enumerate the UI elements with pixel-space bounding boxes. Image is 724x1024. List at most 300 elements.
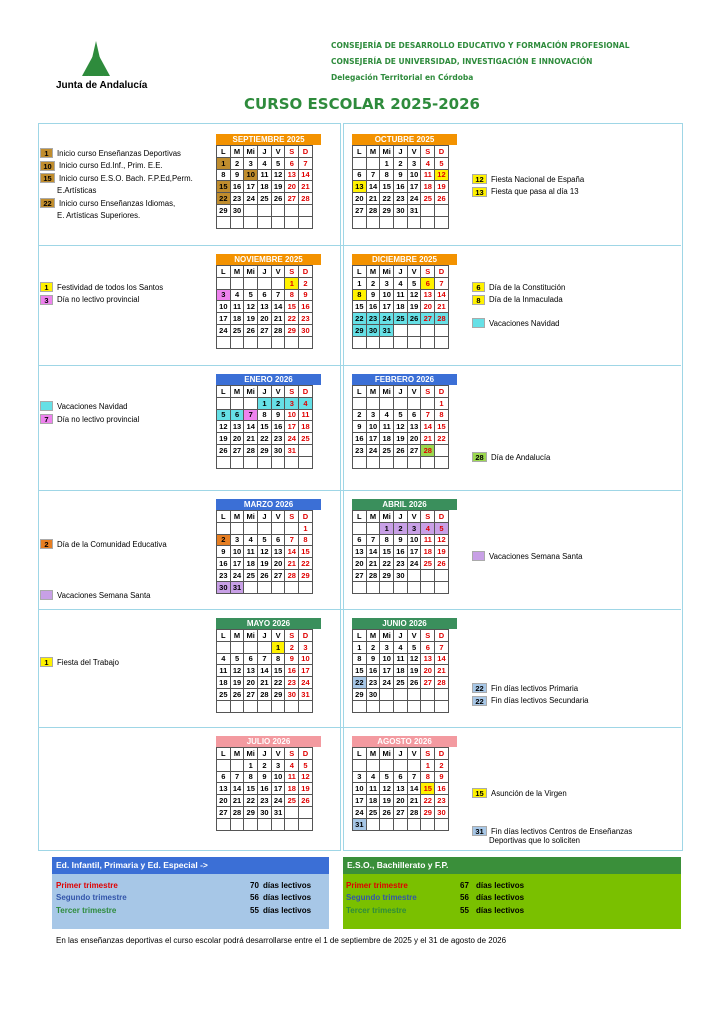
day-cell: 26 — [435, 193, 449, 205]
empty-cell — [230, 641, 244, 653]
empty-cell — [421, 688, 435, 700]
day-cell: 2 — [258, 759, 272, 771]
day-cell: 2 — [366, 641, 380, 653]
day-cell: 13 — [271, 546, 285, 558]
day-cell: 5 — [299, 759, 313, 771]
legend-text: Inicio curso Ed.Inf., Prim. E.E. — [59, 161, 163, 171]
day-cell: 15 — [271, 665, 285, 677]
empty-cell — [421, 336, 435, 348]
day-cell: 14 — [258, 665, 272, 677]
empty-cell — [271, 581, 285, 593]
day-cell: 13 — [244, 665, 258, 677]
day-cell: 15 — [217, 181, 231, 193]
weekday-header: S — [285, 511, 299, 523]
empty-cell — [435, 581, 449, 593]
weekday-header: J — [258, 511, 272, 523]
day-cell: 15 — [285, 301, 299, 313]
day-cell: 23 — [394, 558, 408, 570]
day-cell: 8 — [258, 409, 272, 421]
trimester-label: Tercer trimestre — [56, 905, 117, 915]
legend-item — [40, 282, 163, 292]
day-cell: 18 — [366, 795, 380, 807]
empty-cell — [380, 818, 394, 830]
row-divider — [38, 609, 681, 610]
empty-cell — [407, 700, 421, 712]
weekday-header: L — [353, 386, 367, 398]
calendar-month — [216, 618, 321, 713]
day-cell: 13 — [258, 301, 272, 313]
day-cell: 31 — [380, 324, 394, 336]
day-cell: 8 — [217, 169, 231, 181]
day-cell: 16 — [285, 665, 299, 677]
day-cell: 17 — [407, 546, 421, 558]
day-cell: 3 — [353, 771, 367, 783]
day-cell: 4 — [244, 534, 258, 546]
weekday-header: D — [435, 386, 449, 398]
day-cell: 8 — [271, 653, 285, 665]
day-cell: 1 — [299, 522, 313, 534]
weekday-header: S — [421, 146, 435, 158]
day-cell: 18 — [285, 783, 299, 795]
day-cell: 15 — [421, 783, 435, 795]
weekday-header: S — [285, 146, 299, 158]
trimester-label: Primer trimestre — [56, 881, 118, 890]
empty-cell — [366, 700, 380, 712]
weekday-header: J — [394, 386, 408, 398]
day-cell: 3 — [230, 534, 244, 546]
day-cell: 6 — [230, 409, 244, 421]
weekday-header: D — [435, 266, 449, 278]
trimester-days: 70 — [250, 881, 259, 890]
weekday-header: J — [394, 511, 408, 523]
day-cell: 7 — [271, 289, 285, 301]
day-cell: 23 — [217, 569, 231, 581]
calendar-month — [216, 254, 321, 349]
legend-text: Asunción de la Virgen — [491, 788, 567, 798]
day-cell: 5 — [407, 277, 421, 289]
day-cell: 21 — [271, 313, 285, 325]
day-cell: 4 — [421, 157, 435, 169]
empty-cell — [285, 818, 299, 830]
weekday-header: D — [299, 146, 313, 158]
day-cell: 17 — [353, 795, 367, 807]
day-cell: 6 — [271, 534, 285, 546]
row-divider — [38, 490, 681, 491]
empty-cell — [435, 324, 449, 336]
day-cell: 10 — [407, 169, 421, 181]
day-cell: 9 — [366, 653, 380, 665]
weekday-header: V — [407, 630, 421, 642]
weekday-header: D — [299, 748, 313, 760]
month-title: JULIO 2026 — [216, 736, 321, 747]
day-cell: 15 — [244, 783, 258, 795]
day-cell: 26 — [435, 558, 449, 570]
day-cell: 12 — [244, 301, 258, 313]
empty-cell — [217, 759, 231, 771]
day-cell: 6 — [394, 771, 408, 783]
legend-swatch: 1 — [40, 148, 53, 158]
empty-cell — [353, 581, 367, 593]
empty-cell — [258, 277, 272, 289]
legend-text: Día de Andalucía — [491, 452, 551, 462]
empty-cell — [435, 336, 449, 348]
day-cell: 29 — [353, 688, 367, 700]
day-cell: 13 — [217, 783, 231, 795]
empty-cell — [353, 397, 367, 409]
day-cell: 10 — [380, 653, 394, 665]
day-cell: 10 — [380, 289, 394, 301]
day-cell: 24 — [353, 806, 367, 818]
empty-cell — [285, 806, 299, 818]
day-cell: 3 — [244, 157, 258, 169]
legend-text: Fin días lectivos Centros de Enseñanzas — [491, 826, 633, 836]
legend-swatch: 2 — [40, 539, 53, 549]
day-cell: 7 — [421, 409, 435, 421]
empty-cell — [285, 522, 299, 534]
day-cell: 4 — [299, 397, 313, 409]
empty-cell — [217, 522, 231, 534]
weekday-header: L — [353, 146, 367, 158]
day-cell: 28 — [366, 569, 380, 581]
row-divider — [38, 727, 681, 728]
month-title: NOVIEMBRE 2025 — [216, 254, 321, 265]
day-cell: 2 — [394, 157, 408, 169]
empty-cell — [394, 397, 408, 409]
legend-swatch — [472, 318, 485, 328]
calendar-month — [216, 374, 321, 469]
empty-cell — [299, 581, 313, 593]
day-cell: 22 — [421, 795, 435, 807]
empty-cell — [258, 522, 272, 534]
weekday-header: Mi — [244, 146, 258, 158]
empty-cell — [394, 324, 408, 336]
empty-cell — [244, 397, 258, 409]
day-cell: 11 — [244, 546, 258, 558]
day-cell: 5 — [394, 409, 408, 421]
day-cell: 9 — [435, 771, 449, 783]
day-cell: 29 — [258, 444, 272, 456]
day-cell: 14 — [366, 546, 380, 558]
empty-cell — [299, 700, 313, 712]
day-cell: 19 — [435, 181, 449, 193]
day-cell: 16 — [258, 783, 272, 795]
empty-cell — [285, 700, 299, 712]
empty-cell — [421, 397, 435, 409]
empty-cell — [271, 216, 285, 228]
empty-cell — [217, 818, 231, 830]
day-cell: 17 — [299, 665, 313, 677]
day-cell: 22 — [244, 795, 258, 807]
day-cell: 28 — [407, 806, 421, 818]
day-cell: 7 — [299, 157, 313, 169]
weekday-header: M — [366, 386, 380, 398]
weekday-header: D — [299, 386, 313, 398]
day-cell: 29 — [380, 204, 394, 216]
day-cell: 6 — [258, 289, 272, 301]
day-cell: 24 — [244, 193, 258, 205]
trimester-label: Tercer trimestre — [346, 905, 407, 915]
legend-item — [472, 187, 579, 197]
day-cell: 10 — [285, 409, 299, 421]
row-divider — [38, 245, 681, 246]
empty-cell — [285, 216, 299, 228]
day-cell: 5 — [435, 157, 449, 169]
day-cell: 26 — [407, 313, 421, 325]
day-cell: 22 — [353, 677, 367, 689]
summary-secondary-title: E.S.O., Bachillerato y F.P. — [343, 857, 681, 874]
day-cell: 28 — [435, 313, 449, 325]
empty-cell — [285, 204, 299, 216]
day-cell: 26 — [217, 444, 231, 456]
day-cell: 4 — [394, 277, 408, 289]
month-title: JUNIO 2026 — [352, 618, 457, 629]
day-cell: 1 — [353, 641, 367, 653]
day-cell: 9 — [285, 653, 299, 665]
day-cell: 28 — [299, 193, 313, 205]
day-cell: 22 — [435, 433, 449, 445]
day-cell: 27 — [421, 677, 435, 689]
weekday-header: D — [299, 511, 313, 523]
day-cell: 19 — [299, 783, 313, 795]
legend-text: E. Artísticas Superiores. — [57, 211, 141, 220]
day-cell: 28 — [285, 569, 299, 581]
empty-cell — [299, 806, 313, 818]
day-cell: 20 — [353, 193, 367, 205]
day-cell: 25 — [258, 193, 272, 205]
day-cell: 3 — [217, 289, 231, 301]
day-cell: 24 — [366, 444, 380, 456]
day-cell: 27 — [217, 806, 231, 818]
legend-item — [40, 161, 163, 171]
empty-cell — [394, 759, 408, 771]
day-cell: 27 — [244, 688, 258, 700]
day-cell: 6 — [353, 169, 367, 181]
weekday-header: M — [230, 386, 244, 398]
day-cell: 8 — [285, 289, 299, 301]
weekday-header: V — [271, 386, 285, 398]
day-cell: 31 — [285, 444, 299, 456]
empty-cell — [421, 700, 435, 712]
empty-cell — [380, 759, 394, 771]
day-cell: 11 — [394, 653, 408, 665]
day-cell: 28 — [230, 806, 244, 818]
weekday-header: D — [299, 266, 313, 278]
day-cell: 6 — [285, 157, 299, 169]
empty-cell — [230, 818, 244, 830]
legend-swatch: 22 — [472, 683, 487, 693]
day-cell: 21 — [366, 558, 380, 570]
day-cell: 28 — [421, 444, 435, 456]
day-cell: 15 — [299, 546, 313, 558]
day-cell: 4 — [366, 771, 380, 783]
weekday-header: D — [299, 630, 313, 642]
empty-cell — [244, 216, 258, 228]
legend-swatch: 13 — [472, 187, 487, 197]
day-cell: 29 — [353, 324, 367, 336]
day-cell: 16 — [230, 181, 244, 193]
day-cell: 2 — [217, 534, 231, 546]
month-title: FEBRERO 2026 — [352, 374, 457, 385]
day-cell: 25 — [394, 677, 408, 689]
day-cell: 21 — [435, 665, 449, 677]
empty-cell — [353, 456, 367, 468]
day-cell: 5 — [258, 534, 272, 546]
day-cell: 26 — [299, 795, 313, 807]
month-title: ENERO 2026 — [216, 374, 321, 385]
day-cell: 20 — [244, 677, 258, 689]
empty-cell — [407, 569, 421, 581]
empty-cell — [258, 336, 272, 348]
weekday-header: L — [353, 266, 367, 278]
day-cell: 4 — [285, 759, 299, 771]
day-cell: 3 — [271, 759, 285, 771]
day-cell: 17 — [285, 421, 299, 433]
day-cell: 29 — [421, 806, 435, 818]
legend-item — [40, 295, 139, 305]
day-cell: 6 — [407, 409, 421, 421]
weekday-header: S — [421, 630, 435, 642]
empty-cell — [244, 641, 258, 653]
day-cell: 5 — [271, 157, 285, 169]
empty-cell — [407, 336, 421, 348]
legend-item — [472, 696, 589, 706]
empty-cell — [244, 456, 258, 468]
weekday-header: L — [217, 748, 231, 760]
day-cell: 27 — [394, 806, 408, 818]
weekday-header: D — [435, 748, 449, 760]
day-cell: 18 — [380, 433, 394, 445]
day-cell: 2 — [271, 397, 285, 409]
legend-swatch: 15 — [40, 173, 55, 183]
day-cell: 17 — [366, 433, 380, 445]
month-title: MARZO 2026 — [216, 499, 321, 510]
day-cell: 17 — [380, 301, 394, 313]
day-cell: 17 — [217, 313, 231, 325]
day-cell: 3 — [366, 409, 380, 421]
weekday-header: Mi — [380, 386, 394, 398]
empty-cell — [394, 818, 408, 830]
day-cell: 27 — [421, 313, 435, 325]
weekday-header: D — [435, 511, 449, 523]
month-title: SEPTIEMBRE 2025 — [216, 134, 321, 145]
day-cell: 28 — [271, 324, 285, 336]
empty-cell — [353, 157, 367, 169]
empty-cell — [435, 204, 449, 216]
day-cell: 5 — [217, 409, 231, 421]
empty-cell — [380, 688, 394, 700]
day-cell: 26 — [271, 193, 285, 205]
day-cell: 16 — [217, 558, 231, 570]
empty-cell — [366, 818, 380, 830]
day-cell: 8 — [380, 169, 394, 181]
day-cell: 9 — [366, 289, 380, 301]
weekday-header: M — [230, 266, 244, 278]
weekday-header: J — [258, 266, 272, 278]
weekday-header: L — [353, 748, 367, 760]
day-cell: 15 — [353, 665, 367, 677]
day-cell: 25 — [230, 324, 244, 336]
day-cell: 12 — [435, 534, 449, 546]
empty-cell — [285, 581, 299, 593]
day-cell: 15 — [435, 421, 449, 433]
day-cell: 11 — [285, 771, 299, 783]
day-cell: 17 — [271, 783, 285, 795]
weekday-header: S — [421, 748, 435, 760]
day-cell: 21 — [244, 433, 258, 445]
day-cell: 20 — [271, 558, 285, 570]
day-cell: 22 — [353, 313, 367, 325]
day-cell: 19 — [435, 546, 449, 558]
day-cell: 9 — [299, 289, 313, 301]
day-cell: 21 — [366, 193, 380, 205]
legend-item — [40, 414, 139, 424]
legend-swatch: 8 — [472, 295, 485, 305]
day-cell: 9 — [230, 169, 244, 181]
day-cell: 1 — [244, 759, 258, 771]
trimester-days: 56 — [460, 893, 469, 903]
day-cell: 4 — [380, 409, 394, 421]
legend-text: Día no lectivo provincial — [57, 295, 140, 305]
empty-cell — [394, 336, 408, 348]
empty-cell — [271, 336, 285, 348]
day-cell: 27 — [258, 324, 272, 336]
empty-cell — [407, 688, 421, 700]
day-cell: 13 — [230, 421, 244, 433]
calendar-month — [352, 736, 457, 831]
month-title: DICIEMBRE 2025 — [352, 254, 457, 265]
day-cell: 1 — [380, 522, 394, 534]
legend-item — [472, 174, 584, 184]
weekday-header: S — [421, 266, 435, 278]
weekday-header: L — [353, 511, 367, 523]
day-cell: 16 — [299, 301, 313, 313]
month-title: ABRIL 2026 — [352, 499, 457, 510]
day-cell: 20 — [421, 665, 435, 677]
weekday-header: L — [353, 630, 367, 642]
day-cell: 20 — [421, 301, 435, 313]
day-cell: 10 — [217, 301, 231, 313]
day-cell: 11 — [299, 409, 313, 421]
day-cell: 22 — [299, 558, 313, 570]
day-cell: 25 — [380, 444, 394, 456]
day-cell: 7 — [407, 771, 421, 783]
day-cell: 28 — [435, 677, 449, 689]
legend-text: Día de la Constitución — [489, 282, 566, 292]
empty-cell — [366, 581, 380, 593]
day-cell: 16 — [435, 783, 449, 795]
day-cell: 13 — [394, 783, 408, 795]
empty-cell — [380, 700, 394, 712]
legend-item — [472, 788, 567, 798]
weekday-header: V — [407, 266, 421, 278]
day-cell: 10 — [353, 783, 367, 795]
weekday-header: V — [271, 266, 285, 278]
day-cell: 26 — [244, 324, 258, 336]
day-cell: 18 — [217, 677, 231, 689]
day-cell: 18 — [230, 313, 244, 325]
empty-cell — [421, 456, 435, 468]
day-cell: 28 — [244, 444, 258, 456]
empty-cell — [217, 641, 231, 653]
day-cell: 26 — [230, 688, 244, 700]
legend-swatch: 12 — [472, 174, 487, 184]
day-cell: 23 — [394, 193, 408, 205]
day-cell: 1 — [380, 157, 394, 169]
day-cell: 1 — [435, 397, 449, 409]
trimester-days: 55 — [250, 905, 259, 915]
weekday-header: M — [366, 146, 380, 158]
empty-cell — [217, 336, 231, 348]
